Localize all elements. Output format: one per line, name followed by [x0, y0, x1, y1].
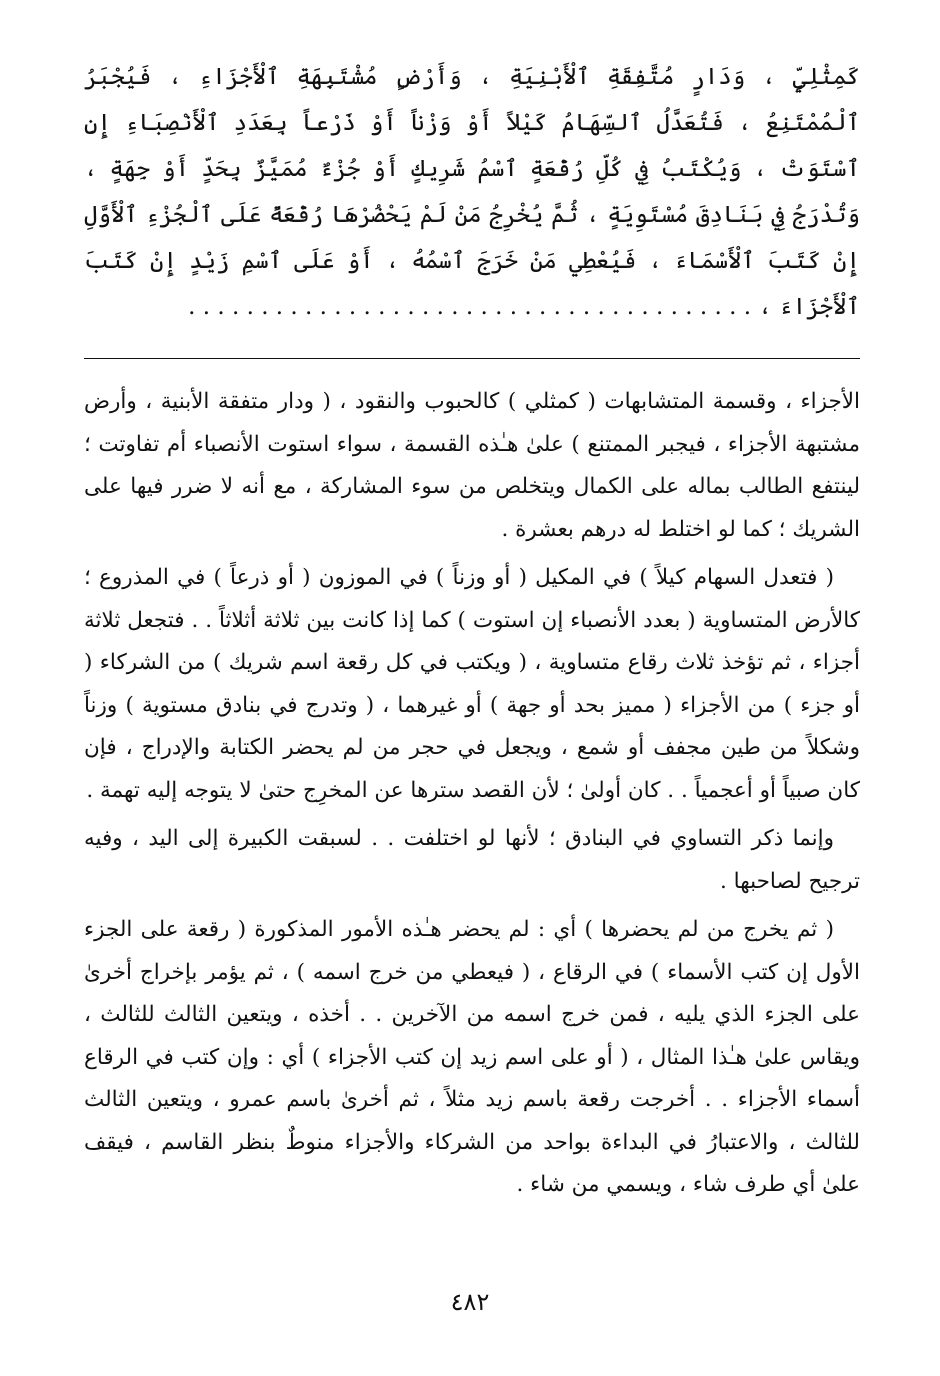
sharh-paragraph-4: ( ثم يخرج من لم يحضرها ) أي : لم يحضر هـٰذه الأمور المذكورة ( رقعة على الجزء الأول إن كتب الأسماء ) في الرقاع ، ( فيعطي من خرج اسمه ) ، ثم يؤمر بإخراج أخرىٰ على الجزء الذي يليه ، فمن خرج اسمه من الآخرين . . أخذه ، ويتعين الثالث للثالث ، ويقاس علىٰ هـٰذا المثال ، ( أو على اسم زيد إن كتب الأجزاء ) أي : وإن كتب في الرقاع أسماء الأجزاء . . أخرجت رقعة باسم زيد مثلاً ، ثم أخرىٰ باسم عمرو ، ويتعين الثالث للثالث ، والاعتبارُ في البداءة بواحد من الشركاء والأجزاء منوطٌ بنظر القاسم ، فيقف علىٰ أي طرف شاء ، ويسمي من شاء . — [84, 917, 860, 1197]
footnote-divider — [84, 358, 860, 359]
sharh-paragraph-2: ( فتعدل السهام كيلاً ) في المكيل ( أو وزناً ) في الموزون ( أو ذرعاً ) في المذروع ؛ كالأرض المتساوية ( بعدد الأنصباء إن استوت ) كما إذا كانت بين ثلاثة أثلاثاً . . فتجعل ثلاثة أجزاء ، ثم تؤخذ ثلاث رقاع متساوية ، ( ويكتب في كل رقعة اسم شريك ) من الشركاء ( أو جزء ) من الأجزاء ( مميز بحد أو جهة ) أو غيرهما ، ( وتدرج في بنادق مستوية ) وزناً وشكلاً من طين مجفف أو شمع ، ويجعل في حجر من لم يحضر الكتابة والإدراج ، فإن كان صبياً أو أعجمياً . . كان أولىٰ ؛ لأن القصد سترها عن المخرِج حتىٰ لا يتوجه إليه تهمة . — [84, 565, 860, 803]
sharh-paragraph-3: وإنما ذكر التساوي في البنادق ؛ لأنها لو اختلفت . . لسبقت الكبيرة إلى اليد ، وفيه ترجيح لصاحبها . — [84, 826, 860, 894]
page-body — [84, 54, 860, 1354]
sharh-paragraph-1: الأجزاء ، وقسمة المتشابهات ( كمثلي ) كالحبوب والنقود ، ( ودار متفقة الأبنية ، وأرض مشتبهة الأجزاء ، فيجبر الممتنع ) علىٰ هـٰذه القسمة ، سواء استوت الأنصباء أم تفاوتت ؛ لينتفع الطالب بماله على الكمال ويتخلص من سوء المشاركة ، مع أنه لا ضرر فيها على الشريك ؛ كما لو اختلط له درهم بعشرة . — [84, 389, 860, 542]
page-number: ٤٨٢ — [450, 1288, 490, 1316]
sharh-commentary — [84, 381, 860, 1207]
matn-text: كَمِثْلِيٍّ ، وَدَارٍ مُتَّفِقَةِ ٱلْأَبْنِيَةِ ، وَأَرْضٍ مُشْتَبِهَةِ ٱلْأَجْزَاءِ ، فَيُجْبَرُ ٱلْمُمْتَنِعُ ، فَتُعَدَّلُ ٱلسِّهَامُ كَيْلاً أَوْ وَزْناً أَوْ ذَرْعاً بِعَدَدِ ٱلْأَنْصِبَاءِ إِنِ ٱسْتَوَتْ ، وَيُكْتَبُ فِي كُلِّ رُقْعَةٍ ٱسْمُ شَرِيكٍ أَوْ جُزْءٌ مُمَيَّزٌ بِحَدٍّ أَوْ جِهَةٍ ، وَتُدْرَجُ فِي بَنَادِقَ مُسْتَوِيَةٍ ، ثُمَّ يُخْرِجُ مَنْ لَمْ يَحْضُرْهَا رُقْعَةً عَلَى ٱلْجُزْءِ ٱلْأَوَّلِ إِنْ كَتَبَ ٱلْأَسْمَاءَ ، فَيُعْطِي مَنْ خَرَجَ ٱسْمُهُ ، أَوْ عَلَى ٱسْمِ زَيْدٍ إِنْ كَتَبَ ٱلْأَجْزَاءَ ، . . . . . . . . . . . . . . . . . . . . . . . . . . . . . . . . . . . . . . . — [84, 64, 860, 320]
